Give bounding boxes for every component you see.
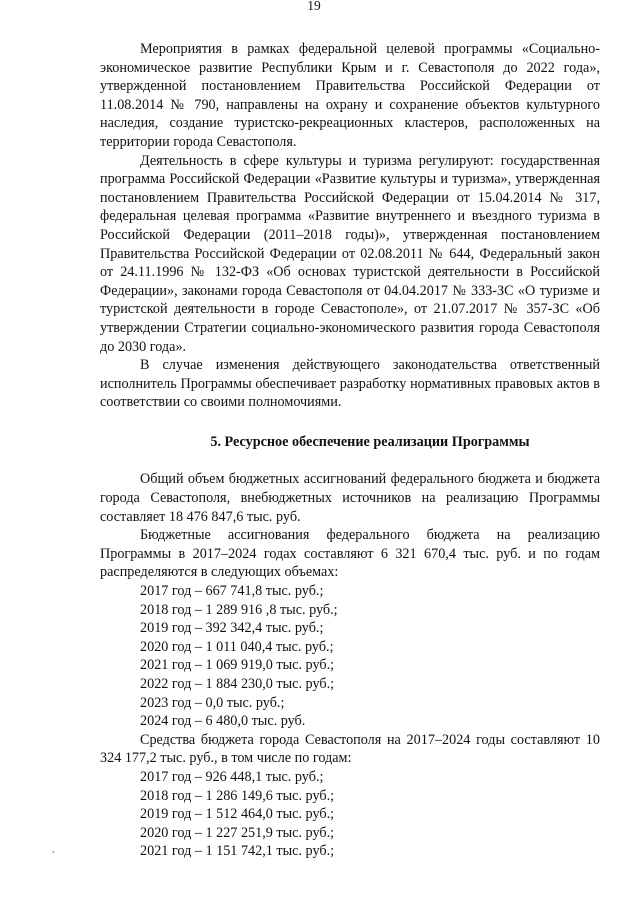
stray-mark: , xyxy=(52,844,55,855)
list-item: 2019 год – 392 342,4 тыс. руб.; xyxy=(140,620,324,637)
section-heading: 5. Ресурсное обеспечение реализации Программы xyxy=(210,433,530,450)
page-number: 19 xyxy=(307,0,321,13)
list-item: 2021 год – 1 069 919,0 тыс. руб.; xyxy=(140,657,335,674)
paragraph-total-volume: Общий объем бюджетных ассигнований федерального бюджета и бюджета города Севастополя, внебюджетных источников на реализацию Программы составляет 18 476 847,6 тыс. руб. xyxy=(100,471,600,525)
paragraph-city-budget: Средства бюджета города Севастополя на 2017–2024 годы составляют 10 324 177,2 тыс. руб., в том числе по годам: xyxy=(100,731,600,767)
list-item: 2020 год – 1 227 251,9 тыс. руб.; xyxy=(140,824,335,841)
list-item: 2018 год – 1 289 916 ,8 тыс. руб.; xyxy=(140,601,338,618)
list-item: 2017 год – 667 741,8 тыс. руб.; xyxy=(140,583,324,600)
paragraph-regulation: Деятельность в сфере культуры и туризма регулируют: государственная программа Российской Федерации «Развитие культуры и туризма», утвержденная постановлением Правительства Российской Федерации от 15.04.2014 № 317, федеральная целевая программа «Развитие внутреннего и въездного туризма в Российской Федерации (2011–2018 годы)», утвержденная постановлением Правительства Российской Федерации от 02.08.2011 № 644, Федеральный закон от 24.11.1996 № 132-ФЗ «Об основах туристской деятельности в Российской Федерации», законами города Севастополя от 04.04.2017 № 333-ЗС «О туризме и туристской деятельности в городе Севастополе», от 21.07.2017 № 357-ЗС «Об утверждении Стратегии социально-экономического развития города Севастополя до 2030 года». xyxy=(100,152,600,355)
city-budget-year-list xyxy=(100,768,600,861)
federal-budget-year-list xyxy=(100,582,600,731)
list-item: 2017 год – 926 448,1 тыс. руб.; xyxy=(140,768,324,785)
list-item: 2019 год – 1 512 464,0 тыс. руб.; xyxy=(140,806,335,823)
list-item: 2018 год – 1 286 149,6 тыс. руб.; xyxy=(140,787,335,804)
list-item: 2022 год – 1 884 230,0 тыс. руб.; xyxy=(140,676,335,692)
list-item: 2023 год – 0,0 тыс. руб.; xyxy=(140,694,285,711)
paragraph-federal-budget: Бюджетные ассигнования федерального бюджета на реализацию Программы в 2017–2024 годах составляют 6 321 670,4 тыс. руб. и по годам распределяются в следующих объемах: xyxy=(100,527,600,581)
list-item: 2021 год – 1 151 742,1 тыс. руб.; xyxy=(140,843,335,860)
list-item: 2020 год – 1 011 040,4 тыс. руб.; xyxy=(140,638,334,655)
document-body xyxy=(100,40,600,861)
list-item: 2024 год – 6 480,0 тыс. руб. xyxy=(140,713,306,730)
paragraph-legislation-change: В случае изменения действующего законодательства ответственный исполнитель Программы обеспечивает разработку нормативных правовых актов в соответствии со своими полномочиями. xyxy=(100,357,600,411)
paragraph-fcp: Мероприятия в рамках федеральной целевой программы «Социально-экономическое развитие Республики Крым и г. Севастополя до 2022 года», утвержденной постановлением Правительства Российской Федерации от 11.08.2014 № 790, направлены на охрану и сохранение объектов культурного наследия, создание туристско-рекреационных кластеров, расположенных на территории города Севастополя. xyxy=(100,41,600,150)
